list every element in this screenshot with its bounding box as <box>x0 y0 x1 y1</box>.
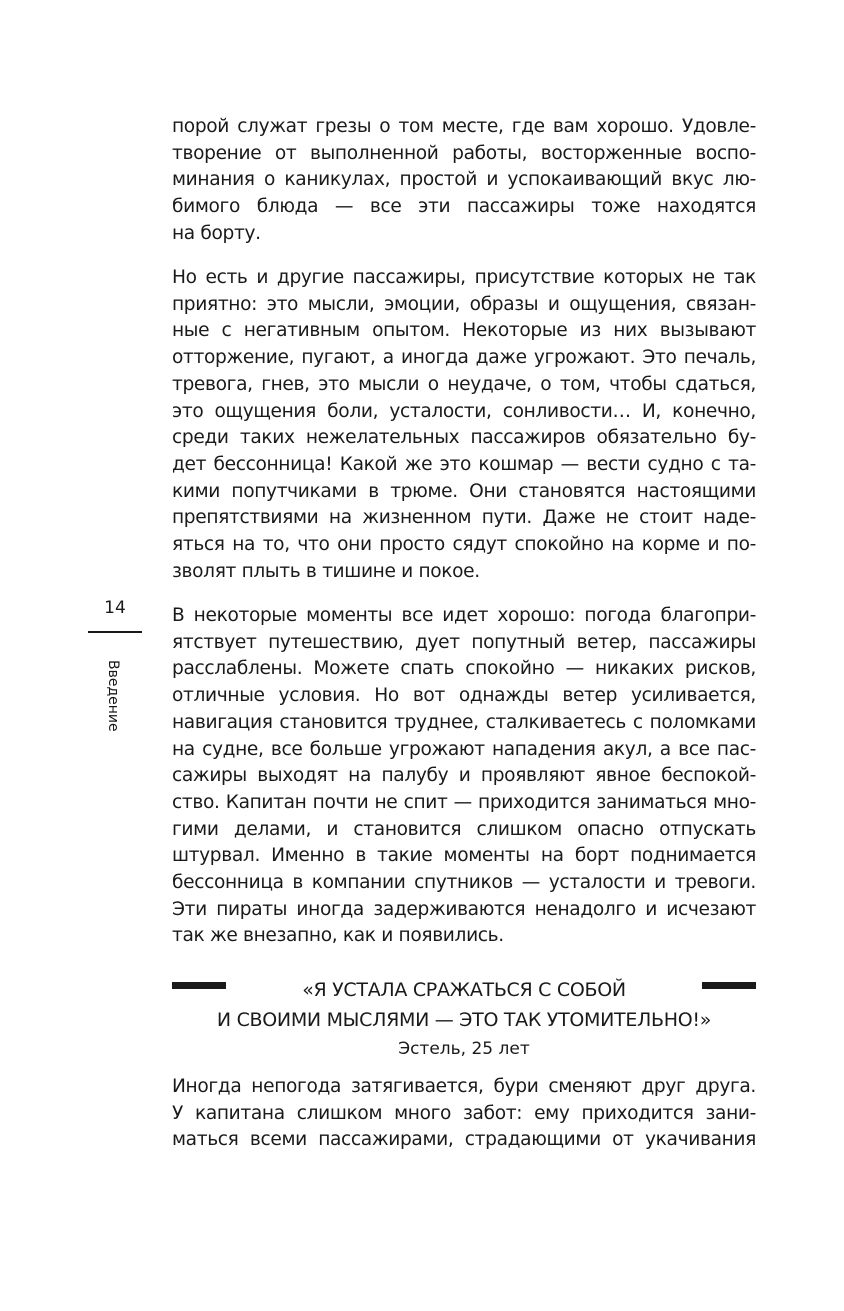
text-line: маться всеми пассажирами, страдающими от укачивания <box>172 1129 756 1151</box>
text-line: бессонница в компании спутников — усталости и тревоги. <box>172 872 756 894</box>
text-line: сажиры выходят на палубу и проявляют явное беспокой- <box>172 765 756 787</box>
text-line: гими делами, и становится слишком опасно отпускать <box>172 818 756 840</box>
page-number: 14 <box>104 598 126 618</box>
text-line: кими попутчиками в трюме. Они становятся настоящими <box>172 480 756 502</box>
text-line: В некоторые моменты все идет хорошо: погода благопри- <box>172 605 756 626</box>
text-line: среди таких нежелательных пассажиров обязательно бу- <box>172 427 756 449</box>
text-line: приятно: это мысли, эмоции, образы и ощущения, связан- <box>172 293 756 315</box>
text-line: отторжение, пугают, а иногда даже угрожают. Это печаль, <box>172 347 756 369</box>
quote-author: Эстель, 25 лет <box>398 1039 530 1059</box>
text-line: зволят плыть в тишине и покое. <box>172 560 480 582</box>
text-line: ятствует путешествию, дует попутный ветер, пассажиры <box>172 631 756 653</box>
paragraph-1 <box>172 114 756 248</box>
quote-line-2: И СВОИМИ МЫСЛЯМИ — ЭТО ТАК УТОМИТЕЛЬНО!» <box>216 1009 712 1031</box>
text-line: на судне, все больше угрожают нападения акул, а все пас- <box>172 738 756 760</box>
text-line: это ощущения боли, усталости, сонливости… И, конечно, <box>172 400 756 422</box>
text-line: так же внезапно, как и появились. <box>172 925 504 947</box>
text-line: отличные условия. Но вот однажды ветер усиливается, <box>172 685 756 707</box>
page-number-rule <box>88 631 142 633</box>
text-line: расслаблены. Можете спать спокойно — никаких рисков, <box>172 658 756 680</box>
text-line: У капитана слишком много забот: ему приходится зани- <box>172 1102 756 1124</box>
text-line: на борту. <box>172 222 261 244</box>
text-line: препятствиями на жизненном пути. Даже не стоит наде- <box>172 507 756 529</box>
text-line: минания о каникулах, простой и успокаивающий вкус лю- <box>172 169 756 191</box>
pull-quote <box>172 975 756 1062</box>
text-line: тревога, гнев, это мысли о неудаче, о том, чтобы сдаться, <box>172 373 756 395</box>
text-line: Иногда непогода затягивается, бури сменяют друг друга. <box>172 1076 756 1097</box>
text-line: Но есть и другие пассажиры, присутствие которых не так <box>172 267 756 288</box>
text-line: навигация становится труднее, сталкиваетесь с поломками <box>172 711 756 733</box>
paragraph-4 <box>172 1074 756 1154</box>
text-line: дет бессонница! Какой же это кошмар — вести судно с та- <box>172 453 756 475</box>
quote-line-1: «Я УСТАЛА СРАЖАТЬСЯ С СОБОЙ <box>302 979 626 1001</box>
paragraph-3 <box>172 603 756 950</box>
text-line: Эти пираты иногда задерживаются ненадолго и исчезают <box>172 898 756 920</box>
paragraph-2 <box>172 265 756 585</box>
text-line: бимого блюда — все эти пассажиры тоже находятся <box>172 196 756 218</box>
running-section-title: Введение <box>105 660 121 732</box>
text-line: яться на то, что они просто сядут спокойно на корме и по- <box>172 534 756 556</box>
text-line: штурвал. Именно в такие моменты на борт поднимается <box>172 845 756 867</box>
text-line: творение от выполненной работы, восторженные воспо- <box>172 142 756 164</box>
text-line: ные с негативным опытом. Некоторые из них вызывают <box>172 320 756 342</box>
text-line: ство. Капитан почти не спит — приходится заниматься мно- <box>172 791 756 813</box>
text-line: порой служат грезы о том месте, где вам хорошо. Удовле- <box>172 116 756 137</box>
